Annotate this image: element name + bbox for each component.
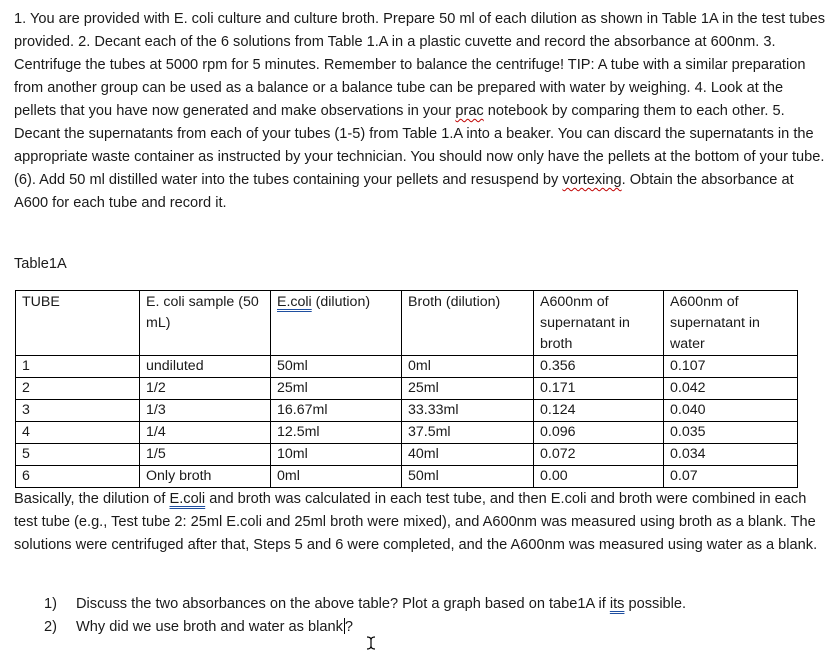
header-ecoli-suffix: (dilution) [311, 294, 371, 310]
summary-paragraph [14, 488, 826, 557]
cell-a600-broth: 0.00 [534, 466, 664, 488]
cell-a600-water: 0.07 [664, 466, 798, 488]
header-a600-water: A600nm of supernatant in water [664, 291, 798, 356]
question-number: 2) [44, 619, 57, 635]
cell-ecoli: 12.5ml [271, 422, 402, 444]
cell-broth: 40ml [402, 444, 534, 466]
cell-a600-water: 0.034 [664, 444, 798, 466]
question-item [40, 593, 686, 616]
question-text: Why did we use broth and water as blank [76, 619, 343, 635]
cell-sample: undiluted [140, 356, 271, 378]
instructions-text-3: . Obtain the absorbance at A600 for each tube and record it. [14, 172, 794, 211]
cell-sample: Only broth [140, 466, 271, 488]
table-caption: Table1A [14, 256, 67, 272]
cell-sample: 1/2 [140, 378, 271, 400]
question-text: Discuss the two absorbances on the above table? Plot a graph based on tabe1A if [76, 596, 610, 612]
cell-broth: 50ml [402, 466, 534, 488]
cell-a600-water: 0.107 [664, 356, 798, 378]
cell-broth: 37.5ml [402, 422, 534, 444]
cell-tube: 4 [16, 422, 140, 444]
cell-a600-water: 0.040 [664, 400, 798, 422]
cell-tube: 5 [16, 444, 140, 466]
cell-sample: 1/5 [140, 444, 271, 466]
instructions-text-1: 1. You are provided with E. coli culture and culture broth. Prepare 50 ml of each dilution as shown in Table 1A in the test tubes provided. 2. Decant each of the 6 solutions from Table 1.A in a plastic cuvette and record the absorbance at 600nm. 3. Centrifuge the tubes at 5000 rpm for 5 minutes. Remember to balance the centrifuge! TIP: A tube with a similar preparation from another group can be used as a balance or a balance tube can be prepared with water by weighing. 4. Look at the pellets that you have now generated and make observations in your [14, 11, 825, 119]
summary-text-1: Basically, the dilution of [14, 491, 170, 507]
cell-ecoli: 10ml [271, 444, 402, 466]
cell-tube: 1 [16, 356, 140, 378]
dilution-table [15, 290, 798, 488]
cell-ecoli: 25ml [271, 378, 402, 400]
cell-a600-broth: 0.072 [534, 444, 664, 466]
table-row [16, 444, 798, 466]
cell-a600-broth: 0.171 [534, 378, 664, 400]
table-row [16, 466, 798, 488]
summary-text-2: and broth was calculated in each test tube, and then E.coli and broth were combined in each test tube (e.g., Test tube 2: 25ml E.coli and 25ml broth were mixed), and A600nm was measured using broth as a blank. The solutions were centrifuged after that, Steps 5 and 6 were completed, and the A600nm was measured using water as a blank. [14, 491, 818, 553]
header-sample: E. coli sample (50 mL) [140, 291, 271, 356]
grammar-word-its[interactable]: its [609, 596, 625, 612]
question-item [40, 616, 686, 639]
table-row [16, 422, 798, 444]
table-header-row [16, 291, 798, 356]
cell-ecoli: 50ml [271, 356, 402, 378]
spellcheck-word-prac[interactable]: prac [455, 103, 484, 119]
questions-list [40, 593, 686, 639]
question-text-end: ? [344, 619, 354, 635]
cell-a600-broth: 0.356 [534, 356, 664, 378]
cell-a600-water: 0.042 [664, 378, 798, 400]
cell-broth: 0ml [402, 356, 534, 378]
table-row [16, 400, 798, 422]
cell-sample: 1/3 [140, 400, 271, 422]
spellcheck-word-vortexing[interactable]: vortexing [562, 172, 622, 188]
cell-sample: 1/4 [140, 422, 271, 444]
cell-ecoli: 16.67ml [271, 400, 402, 422]
question-text-end: possible. [624, 596, 687, 612]
header-a600-broth: A600nm of supernatant in broth [534, 291, 664, 356]
instructions-text-2: notebook by comparing them to each other. 5. Decant the supernatants from each of your tubes (1-5) from Table 1.A into a beaker. You can discard the supernatants in the appropriate waste container as instructed by your technician. You should now only have the pellets at the bottom of your tube. (6). Add 50 ml distilled water into the tubes containing your pellets and resuspend by [14, 103, 825, 188]
question-number: 1) [44, 596, 57, 612]
cell-a600-broth: 0.096 [534, 422, 664, 444]
cell-ecoli: 0ml [271, 466, 402, 488]
cell-tube: 6 [16, 466, 140, 488]
instructions-paragraph [14, 8, 826, 215]
cell-a600-broth: 0.124 [534, 400, 664, 422]
header-broth: Broth (dilution) [402, 291, 534, 356]
cell-a600-water: 0.035 [664, 422, 798, 444]
ibeam-cursor-icon [365, 636, 377, 650]
cell-broth: 33.33ml [402, 400, 534, 422]
table-row [16, 378, 798, 400]
header-ecoli-word: E.coli [277, 294, 312, 310]
table-row [16, 356, 798, 378]
cell-tube: 3 [16, 400, 140, 422]
header-tube: TUBE [16, 291, 140, 356]
cell-tube: 2 [16, 378, 140, 400]
summary-word-ecoli[interactable]: E.coli [169, 491, 206, 507]
header-ecoli [271, 291, 402, 356]
cell-broth: 25ml [402, 378, 534, 400]
